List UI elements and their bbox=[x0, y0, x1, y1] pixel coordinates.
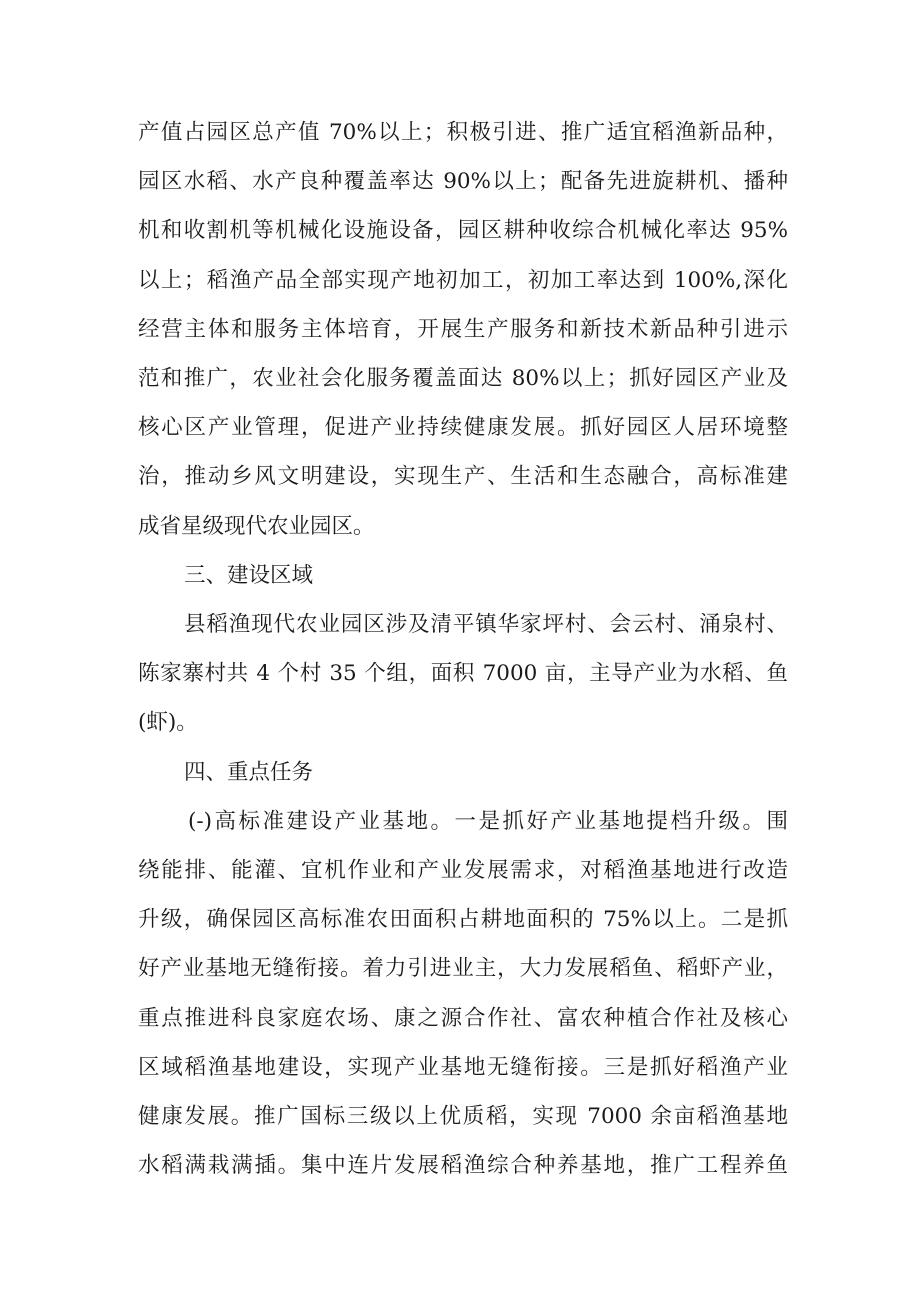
text-line: 健康发展。推广国标三级以上优质稻，实现 7000 余亩稻渔基地 bbox=[138, 1104, 788, 1130]
text-line: 陈家寨村共 4 个村 35 个组，面积 7000 亩，主导产业为水稻、鱼 bbox=[138, 661, 788, 687]
body-text bbox=[138, 108, 788, 1190]
text-line: 园区水稻、水产良种覆盖率达 90%以上；配备先进旋耕机、播种 bbox=[138, 169, 788, 195]
section-heading-key-tasks: 四、重点任务 bbox=[184, 759, 314, 785]
text-line: 绕能排、能灌、宜机作业和产业发展需求，对稻渔基地进行改造 bbox=[138, 858, 788, 884]
text-line: 以上；稻渔产品全部实现产地初加工，初加工率达到 100%,深化 bbox=[138, 267, 788, 293]
paragraph-key-tasks bbox=[138, 797, 788, 1191]
text-line: 范和推广，农业社会化服务覆盖面达 80%以上；抓好园区产业及 bbox=[138, 366, 788, 392]
text-line: (虾)。 bbox=[138, 710, 198, 736]
paragraph-construction-area bbox=[138, 600, 788, 748]
text-line: 区域稻渔基地建设，实现产业基地无缝衔接。三是抓好稻渔产业 bbox=[138, 1054, 788, 1080]
text-line: 县稻渔现代农业园区涉及清平镇华家坪村、会云村、涌泉村、 bbox=[184, 612, 788, 638]
section-heading-construction-area: 三、建设区域 bbox=[184, 562, 314, 588]
text-line: 升级，确保园区高标准农田面积占耕地面积的 75%以上。二是抓 bbox=[138, 907, 788, 933]
text-line: 机和收割机等机械化设施设备，园区耕种收综合机械化率达 95% bbox=[138, 218, 788, 244]
paragraph-goals bbox=[138, 108, 788, 551]
text-line: 成省星级现代农业园区。 bbox=[138, 513, 375, 539]
text-line: 产值占园区总产值 70%以上；积极引进、推广适宜稻渔新品种， bbox=[138, 120, 788, 145]
text-line: 经营主体和服务主体培育，开展生产服务和新技术新品种引进示 bbox=[138, 316, 788, 342]
text-line: 水稻满栽满插。集中连片发展稻渔综合种养基地，推广工程养鱼 bbox=[138, 1153, 788, 1179]
text-line: 治，推动乡风文明建设，实现生产、生活和生态融合，高标准建 bbox=[138, 464, 788, 490]
text-line: 核心区产业管理，促进产业持续健康发展。抓好园区人居环境整 bbox=[138, 415, 788, 441]
text-line: 重点推进科良家庭农场、康之源合作社、富农种植合作社及核心 bbox=[138, 1005, 788, 1031]
text-line: 好产业基地无缝衔接。着力引进业主，大力发展稻鱼、稻虾产业， bbox=[138, 956, 788, 982]
text-line: (-)高标准建设产业基地。一是抓好产业基地提档升级。围 bbox=[188, 808, 788, 834]
